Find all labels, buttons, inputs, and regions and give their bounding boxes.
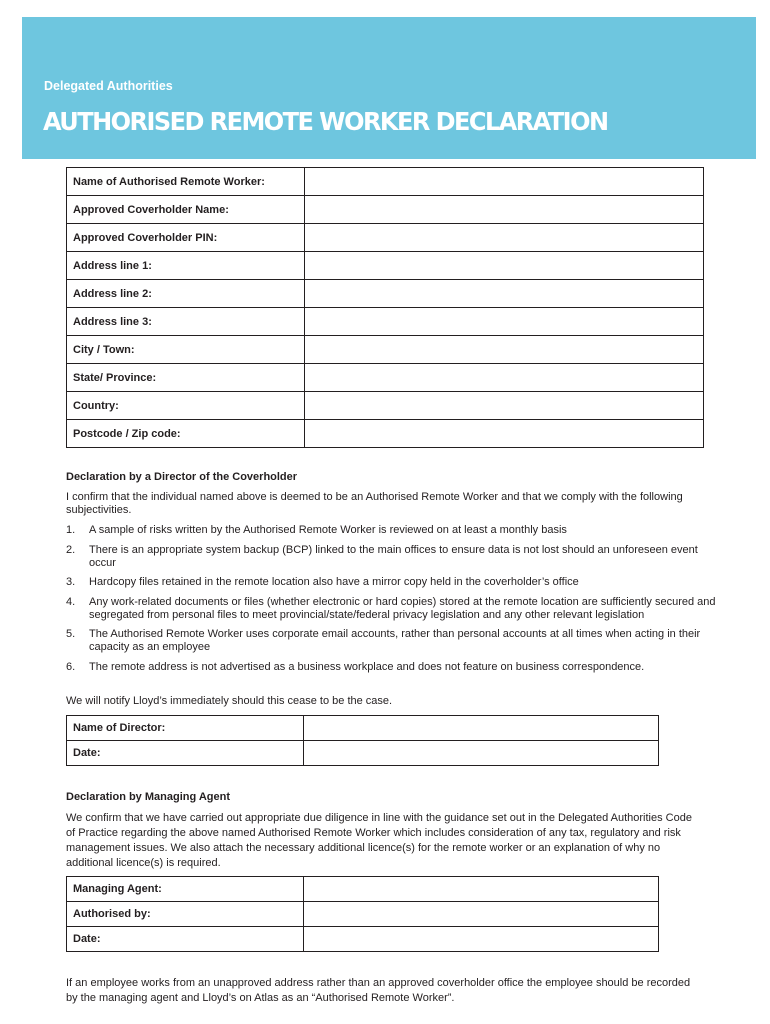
state-label: State/ Province: <box>67 364 305 392</box>
table-row <box>67 252 704 280</box>
list-number: 3. <box>66 576 76 589</box>
authorised-by-field[interactable] <box>304 902 659 927</box>
list-number: 4. <box>66 595 76 608</box>
list-item <box>66 628 716 654</box>
state-field[interactable] <box>305 364 704 392</box>
table-row <box>67 392 704 420</box>
country-label: Country: <box>67 392 305 420</box>
address-line-2-field[interactable] <box>305 280 704 308</box>
list-item <box>66 576 716 589</box>
table-row <box>67 336 704 364</box>
section-subtitle: Delegated Authorities <box>44 79 173 93</box>
director-signoff-table <box>66 715 659 766</box>
authorised-by-label: Authorised by: <box>67 902 304 927</box>
table-row <box>67 308 704 336</box>
director-declaration-intro: I confirm that the individual named above is deemed to be an Authorised Remote Worker and that we comply with the following subjectivities. <box>66 491 683 516</box>
footer-note: If an employee works from an unapproved address rather than an approved coverholder office the employee should be recorded by the managing agent and Lloyd’s on Atlas as an “Authorised Remote Worker”. <box>66 977 691 1004</box>
list-number: 2. <box>66 543 76 556</box>
list-text: The remote address is not advertised as a business workplace and does not feature on business correspondence. <box>89 660 645 673</box>
table-row <box>67 364 704 392</box>
list-text: The Authorised Remote Worker uses corporate email accounts, rather than personal accounts at all times when acting in their capacity as an employee <box>89 628 701 654</box>
city-label: City / Town: <box>67 336 305 364</box>
worker-name-label: Name of Authorised Remote Worker: <box>67 168 305 196</box>
table-row <box>67 741 659 766</box>
address-line-2-label: Address line 2: <box>67 280 305 308</box>
table-row <box>67 877 659 902</box>
worker-name-field[interactable] <box>305 168 704 196</box>
address-line-1-label: Address line 1: <box>67 252 305 280</box>
managing-agent-label: Managing Agent: <box>67 877 304 902</box>
worker-details-table <box>66 167 704 448</box>
coverholder-name-field[interactable] <box>305 196 704 224</box>
notify-statement: We will notify Lloyd’s immediately should this cease to be the case. <box>66 695 393 707</box>
list-number: 1. <box>66 524 76 536</box>
table-row <box>67 168 704 196</box>
list-text: Any work-related documents or files (whether electronic or hard copies) stored at the remote location are sufficiently secured and segregated from personal files to meet provincial/state/federal privacy legislation and any other relevant legislation <box>89 595 716 621</box>
agent-date-label: Date: <box>67 927 304 952</box>
country-field[interactable] <box>305 392 704 420</box>
director-declaration-heading: Declaration by a Director of the Coverholder <box>66 471 298 483</box>
list-item <box>66 661 716 674</box>
list-number: 5. <box>66 628 76 641</box>
director-name-field[interactable] <box>304 716 659 741</box>
coverholder-pin-field[interactable] <box>305 224 704 252</box>
table-row <box>67 420 704 448</box>
list-item <box>66 596 716 622</box>
subjectivities-list <box>66 524 716 681</box>
agent-declaration-heading: Declaration by Managing Agent <box>66 791 231 803</box>
list-item <box>66 524 716 537</box>
table-row <box>67 224 704 252</box>
postcode-label: Postcode / Zip code: <box>67 420 305 448</box>
managing-agent-field[interactable] <box>304 877 659 902</box>
agent-signoff-table <box>66 876 659 952</box>
address-line-3-label: Address line 3: <box>67 308 305 336</box>
list-item <box>66 544 716 570</box>
address-line-1-field[interactable] <box>305 252 704 280</box>
director-name-label: Name of Director: <box>67 716 304 741</box>
coverholder-name-label: Approved Coverholder Name: <box>67 196 305 224</box>
list-number: 6. <box>66 660 76 673</box>
table-row <box>67 902 659 927</box>
table-row <box>67 927 659 952</box>
city-field[interactable] <box>305 336 704 364</box>
agent-declaration-text: We confirm that we have carried out appropriate due diligence in line with the guidance set out in the Delegated Authorities Code of Practice regarding the above named Authorised Remote Worker which includes consideration of any tax, regulatory and risk management issues. We also attach the necessary additional licence(s) for the remote worker or an explanation of why no additional licence(s) is required. <box>66 812 692 869</box>
postcode-field[interactable] <box>305 420 704 448</box>
coverholder-pin-label: Approved Coverholder PIN: <box>67 224 305 252</box>
page-title: AUTHORISED REMOTE WORKER DECLARATION <box>43 107 608 136</box>
table-row <box>67 716 659 741</box>
table-row <box>67 196 704 224</box>
address-line-3-field[interactable] <box>305 308 704 336</box>
list-text: There is an appropriate system backup (BCP) linked to the main offices to ensure data is not lost should an unforeseen event occur <box>89 543 698 569</box>
list-text: Hardcopy files retained in the remote location also have a mirror copy held in the coverholder’s office <box>89 576 579 589</box>
director-date-field[interactable] <box>304 741 659 766</box>
agent-date-field[interactable] <box>304 927 659 952</box>
list-text: A sample of risks written by the Authorised Remote Worker is reviewed on at least a monthly basis <box>89 524 567 536</box>
director-date-label: Date: <box>67 741 304 766</box>
table-row <box>67 280 704 308</box>
